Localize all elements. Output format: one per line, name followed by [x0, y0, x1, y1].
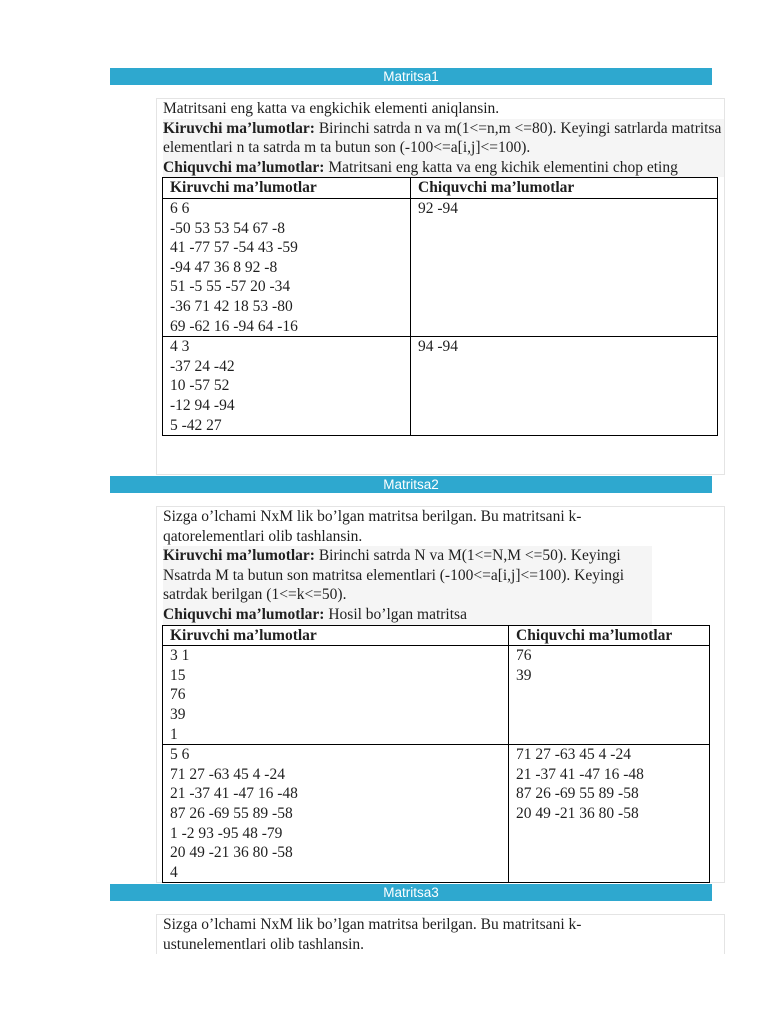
problem-box [156, 914, 725, 954]
section-title-bar [110, 68, 712, 85]
section-title: Matritsa3 [383, 885, 439, 900]
output-label: Chiquvchi ma’lumotlar: [163, 158, 325, 176]
problem-description [157, 915, 724, 954]
input-cell [163, 745, 509, 883]
output-cell [411, 198, 718, 336]
input-line: 87 26 -69 55 89 -58 [170, 804, 293, 822]
problem-statement: Matritsani eng katta va engkichik elementi aniqlansin. [163, 100, 500, 117]
input-cell [163, 337, 411, 436]
input-line: 5 -42 27 [170, 416, 222, 434]
table-row [163, 198, 718, 336]
output-text: Hosil bo’lgan matritsa [324, 605, 467, 623]
problem-box [156, 506, 725, 883]
input-text: Birinchi satrda N va M(1<=N,M <=50). Keyingi Nsatrda M ta butun son matritsa elementlari (-100<=a[i,j]<=100). Keyingi satrdak berilgan (1<=k<=50). [163, 547, 625, 604]
problem-description [157, 507, 724, 625]
output-cell [509, 646, 710, 745]
output-text: Matritsani eng katta va eng kichik elementini chop eting [324, 158, 678, 176]
io-table [162, 177, 718, 436]
section-title-bar [110, 884, 712, 901]
input-line: 71 27 -63 45 4 -24 [170, 765, 285, 783]
header-output: Chiquvchi ma’lumotlar [509, 625, 710, 646]
input-line: -50 53 53 54 67 -8 [170, 219, 285, 237]
problem-description [157, 99, 724, 177]
input-description [163, 119, 724, 158]
output-line: 71 27 -63 45 4 -24 [516, 746, 631, 764]
output-line: 76 [516, 647, 532, 665]
table-row [163, 745, 710, 883]
output-label: Chiquvchi ma’lumotlar: [163, 605, 325, 623]
input-line: 51 -5 55 -57 20 -34 [170, 278, 291, 296]
output-line: 94 -94 [418, 338, 459, 356]
section-title: Matritsa2 [383, 477, 439, 492]
input-line: 41 -77 57 -54 43 -59 [170, 239, 298, 257]
input-line: 4 3 [170, 338, 190, 356]
input-line: -94 47 36 8 92 -8 [170, 258, 278, 276]
input-line: -12 94 -94 [170, 396, 235, 414]
output-cell [509, 745, 710, 883]
output-description [163, 605, 652, 625]
section-title-bar [110, 476, 712, 493]
output-line: 21 -37 41 -47 16 -48 [516, 765, 644, 783]
header-input: Kiruvchi ma’lumotlar [163, 178, 411, 199]
header-output: Chiquvchi ma’lumotlar [411, 178, 718, 199]
output-line: 92 -94 [418, 199, 459, 217]
input-line: -37 24 -42 [170, 357, 235, 375]
input-description [163, 546, 652, 605]
output-line: 20 49 -21 36 80 -58 [516, 804, 639, 822]
header-input: Kiruvchi ma’lumotlar [163, 625, 509, 646]
input-line: 20 49 -21 36 80 -58 [170, 844, 293, 862]
input-line: 3 1 [170, 647, 190, 665]
input-label: Kiruvchi ma’lumotlar: [163, 547, 315, 565]
problem-statement: Sizga o’lchami NxM lik bo’lgan matritsa berilgan. Bu matritsani k-ustunelementlari olib tashlansin. [163, 916, 582, 953]
input-cell [163, 646, 509, 745]
input-label: Kiruvchi ma’lumotlar: [163, 119, 315, 137]
input-line: 39 [170, 705, 186, 723]
input-line: 69 -62 16 -94 64 -16 [170, 317, 298, 335]
problem-statement: Sizga o’lchami NxM lik bo’lgan matritsa berilgan. Bu matritsani k-qatorelementlari olib tashlansin. [163, 508, 582, 545]
section-title: Matritsa1 [383, 69, 439, 84]
input-line: 5 6 [170, 746, 190, 764]
output-description [163, 158, 724, 178]
input-line: 21 -37 41 -47 16 -48 [170, 785, 298, 803]
input-line: -36 71 42 18 53 -80 [170, 297, 293, 315]
input-line: 1 -2 93 -95 48 -79 [170, 824, 283, 842]
input-line: 4 [170, 863, 178, 881]
io-table [162, 625, 710, 884]
table-header-row [163, 178, 718, 199]
input-line: 6 6 [170, 199, 190, 217]
input-line: 76 [170, 686, 186, 704]
input-line: 15 [170, 666, 186, 684]
input-line: 1 [170, 725, 178, 743]
output-line: 87 26 -69 55 89 -58 [516, 785, 639, 803]
table-header-row [163, 625, 710, 646]
input-text: Birinchi satrda n va m(1<=n,m <=80). Keyingi satrlarda matritsa elementlari n ta satrda m ta butun son (-100<=a[i,j]<=100). [163, 119, 722, 157]
problem-box [156, 98, 725, 475]
output-line: 39 [516, 666, 532, 684]
table-row [163, 337, 718, 436]
input-line: 10 -57 52 [170, 377, 230, 395]
output-cell [411, 337, 718, 436]
input-cell [163, 198, 411, 336]
table-row [163, 646, 710, 745]
